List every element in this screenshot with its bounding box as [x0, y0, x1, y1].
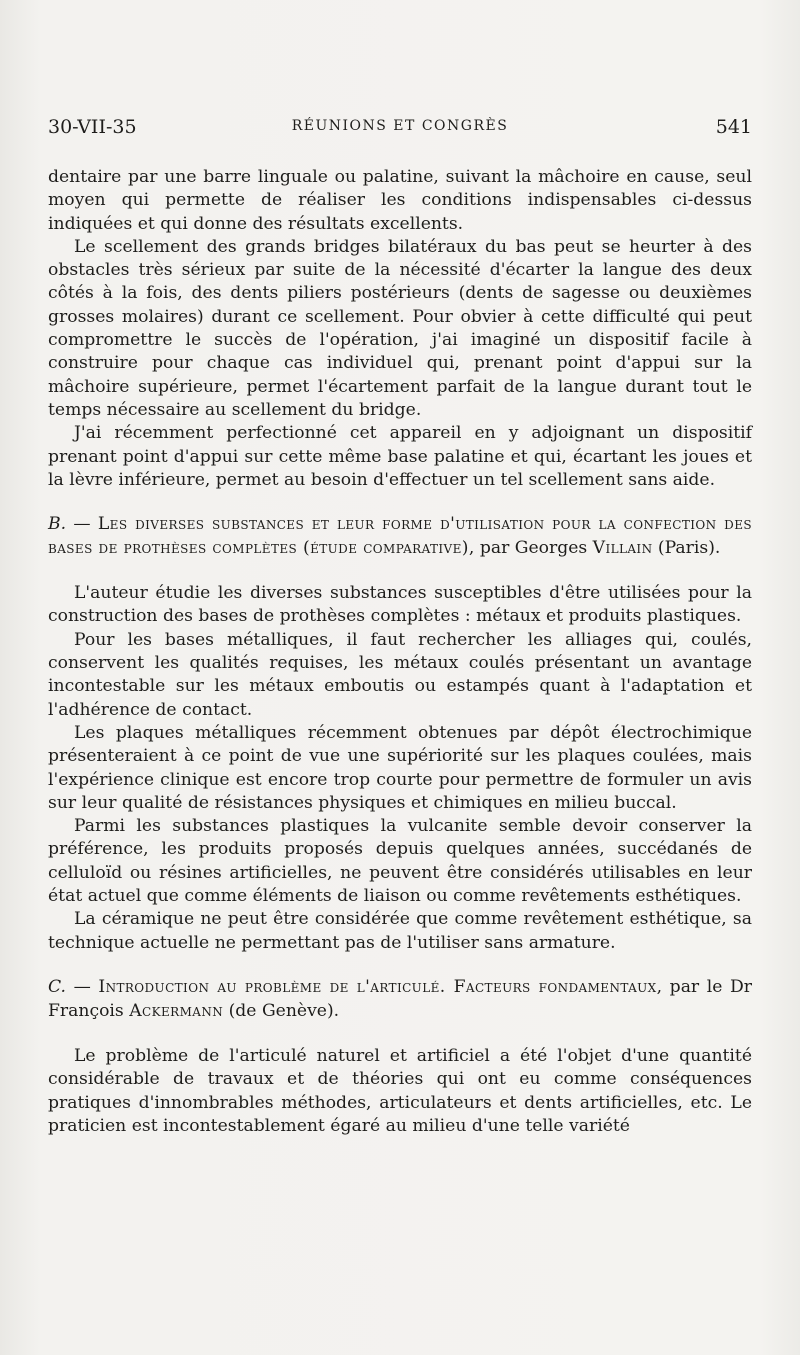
section-letter: C. [48, 976, 67, 997]
section-title: Les diverses substances et leur forme d'utilisation pour la confection des bases de prothèses complètes (étude comparative) [48, 514, 752, 559]
section-affiliation: (Paris). [652, 538, 721, 559]
section-b-heading [48, 512, 752, 560]
paragraph: J'ai récemment perfectionné cet appareil en y adjoignant un dispositif prenant point d'appui sur cette même base palatine et qui, écartant les joues et la lèvre inférieure, permet au besoin d'effectuer un tel scellement sans aide. [48, 423, 752, 490]
section-dash: — [66, 514, 98, 535]
page-number: 541 [715, 116, 752, 138]
section-title: Introduction au problème de l'articulé. Facteurs fondamentaux [98, 976, 657, 997]
page-body [48, 166, 752, 1138]
paragraph: La céramique ne peut être considérée que comme revêtement esthétique, sa technique actuelle ne permettant pas de l'utiliser sans armature. [48, 909, 752, 953]
paragraph: Pour les bases métalliques, il faut rechercher les alliages qui, coulés, conservent les qualités requises, les métaux coulés présentant un avantage incontestable sur les métaux emboutis ou estampés quant à l'adaptation et l'adhérence de contact. [48, 629, 752, 720]
paragraph: dentaire par une barre linguale ou palatine, suivant la mâchoire en cause, seul moyen qui permette de réaliser les conditions indispensables ci-dessus indiquées et qui donne des résultats excellents. [48, 167, 752, 234]
section-author: Ackermann [129, 1000, 224, 1021]
doctor-abbrev: Dr [730, 976, 752, 997]
section-affiliation: (de Genève). [223, 1000, 340, 1021]
paragraph: Les plaques métalliques récemment obtenues par dépôt électrochimique présenteraient à ce point de vue une supériorité sur les plaques coulées, mais l'expérience clinique est encore trop courte pour permettre de formuler un avis sur leur qualité de résistances physiques et chimiques en milieu buccal. [48, 722, 752, 813]
section-by: , par Georges [468, 538, 593, 559]
paragraph: Parmi les substances plastiques la vulcanite semble devoir conserver la préférence, les produits proposés depuis quelques années, succédanés de celluloïd ou résines artificielles, ne peuvent être considérés utilisables en leur état actuel que comme éléments de liaison ou comme revêtements esthétiques. [48, 816, 752, 907]
paragraph: L'auteur étudie les diverses substances susceptibles d'être utilisées pour la construction des bases de prothèses complètes : métaux et produits plastiques. [48, 583, 752, 627]
section-c-heading [48, 975, 752, 1023]
section-author: Villain [592, 538, 653, 559]
author-firstname: François [48, 1000, 130, 1021]
running-header [48, 116, 752, 144]
section-dash: — [66, 976, 99, 997]
header-title: RÉUNIONS ET CONGRÈS [291, 118, 509, 134]
section-letter: B. [48, 514, 67, 535]
paragraph: Le scellement des grands bridges bilatéraux du bas peut se heurter à des obstacles très sérieux par suite de la nécessité d'écarter la langue des deux côtés à la fois, des dents piliers postérieurs (dents de sagesse ou deuxièmes grosses molaires) durant ce scellement. Pour obvier à cette difficulté qui peut compromettre le succès de l'opération, j'ai imaginé un dispositif facile à construire pour chaque cas individuel qui, prenant point d'appui sur la mâchoire supérieure, permet l'écartement parfait de la langue durant tout le temps nécessaire au scellement du bridge. [48, 236, 752, 420]
section-by: , par le [656, 976, 730, 997]
paragraph: Le problème de l'articulé naturel et artificiel a été l'objet d'une quantité considérable de travaux et de théories qui ont eu comme conséquences pratiques d'innombrables méthodes, articulateurs et dents artificielles, etc. Le praticien est incontestablement égaré au milieu d'une telle variété [48, 1045, 752, 1136]
header-date: 30-VII-35 [48, 116, 137, 138]
